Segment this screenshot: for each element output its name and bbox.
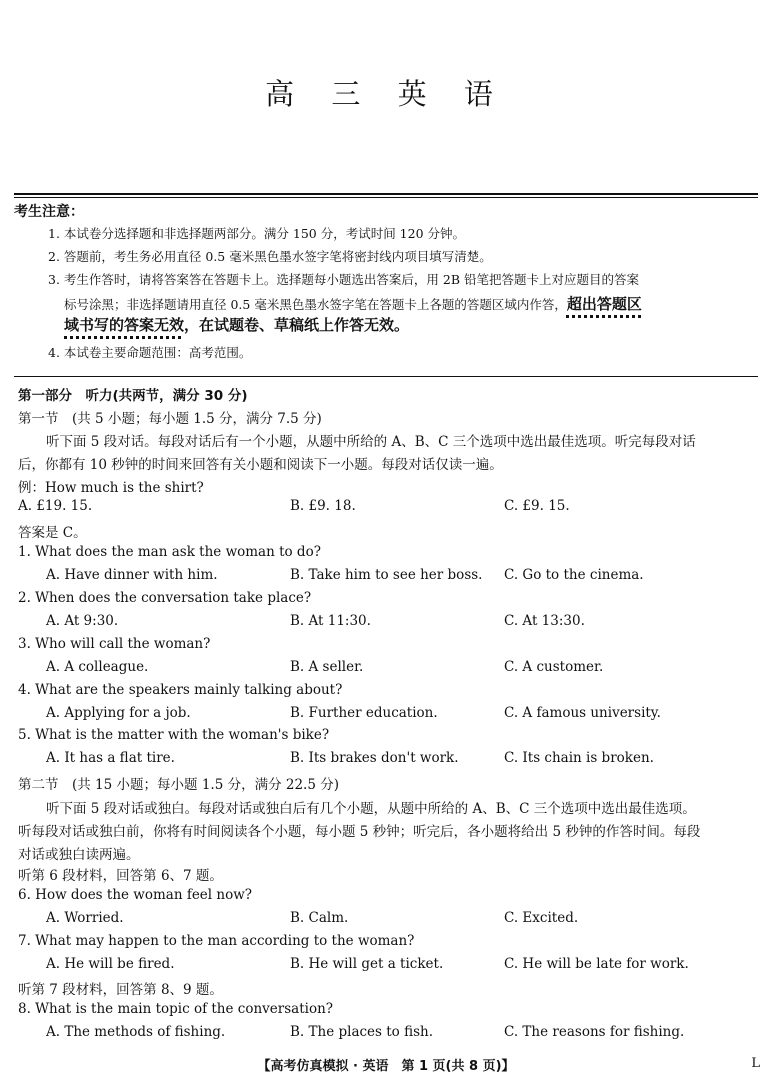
question-6: 6. How does the woman feel now? (18, 887, 253, 903)
q5-option-c: C. Its chain is broken. (504, 750, 654, 766)
q1-option-c: C. Go to the cinema. (504, 567, 644, 583)
divider-top (14, 193, 758, 195)
q7-option-a: A. He will be fired. (46, 956, 175, 972)
example-option-a: A. £19. 15. (18, 498, 93, 514)
section2-heading: 第二节 (共 15 小题；每小题 1.5 分，满分 22.5 分) (18, 777, 339, 793)
q3-option-c: C. A customer. (504, 659, 604, 675)
example-option-c: C. £9. 15. (504, 498, 570, 514)
q1-option-a: A. Have dinner with him. (46, 567, 218, 583)
section2-instructions-1: 听下面 5 段对话或独白。每段对话或独白后有几个小题，从题中所给的 A、B、C 三个选项中选出最佳选项。 (46, 801, 696, 817)
divider-notice (14, 376, 758, 377)
q4-option-b: B. Further education. (290, 705, 438, 721)
q7-option-b: B. He will get a ticket. (290, 956, 444, 972)
example-answer: 答案是 C。 (18, 525, 87, 541)
question-7: 7. What may happen to the man according to the woman? (18, 933, 415, 949)
q6-option-a: A. Worried. (46, 910, 124, 926)
notice-heading: 考生注意： (14, 204, 84, 220)
notice-item-1: 1. 本试卷分选择题和非选择题两部分。满分 150 分，考试时间 120 分钟。 (48, 226, 466, 241)
question-5: 5. What is the matter with the woman's bike? (18, 727, 330, 743)
q7-option-c: C. He will be late for work. (504, 956, 689, 972)
question-4: 4. What are the speakers mainly talking about? (18, 682, 343, 698)
page-footer: 【高考仿真模拟 · 英语 第 1 页(共 8 页)】 (257, 1059, 515, 1074)
material-7-intro: 听第 7 段材料，回答第 8、9 题。 (18, 982, 223, 998)
q2-option-b: B. At 11:30. (290, 613, 371, 629)
divider-top-thin (14, 197, 758, 198)
section2-instructions-3: 对话或独白读两遍。 (18, 847, 140, 863)
section2-instructions-2: 听每段对话或独白前，你将有时间阅读各个小题，每小题 5 秒钟；听完后，各小题将给出 5 秒钟的作答时间。每段 (18, 824, 701, 840)
q6-option-b: B. Calm. (290, 910, 349, 926)
q1-option-b: B. Take him to see her boss. (290, 567, 483, 583)
q8-option-c: C. The reasons for fishing. (504, 1024, 685, 1040)
notice-item-3-line2: 标号涂黑；非选择题请用直径 0.5 毫米黑色墨水签字笔在答题卡上各题的答题区域内作答， (64, 297, 567, 312)
q2-option-a: A. At 9:30. (46, 613, 119, 629)
q3-option-b: B. A seller. (290, 659, 364, 675)
notice-item-3-cont (64, 293, 642, 314)
q2-option-c: C. At 13:30. (504, 613, 585, 629)
section1-instructions-1: 听下面 5 段对话。每段对话后有一个小题，从题中所给的 A、B、C 三个选项中选出最佳选项。听完每段对话 (46, 434, 696, 450)
q6-option-c: C. Excited. (504, 910, 579, 926)
notice-emphasis-2: 域书写的答案无效 (64, 316, 185, 334)
page-title: 高 三 英 语 (265, 77, 507, 111)
notice-item-4: 4. 本试卷主要命题范围：高考范围。 (48, 345, 252, 360)
question-2: 2. When does the conversation take place? (18, 590, 312, 606)
question-8: 8. What is the main topic of the conversation? (18, 1001, 334, 1017)
example-question: 例：How much is the shirt? (18, 480, 204, 496)
question-1: 1. What does the man ask the woman to do? (18, 544, 321, 560)
notice-emphasis-1: 超出答题区 (566, 295, 642, 313)
version-letter: L (751, 1056, 760, 1071)
part1-heading: 第一部分 听力(共两节，满分 30 分) (18, 388, 248, 404)
q8-option-a: A. The methods of fishing. (46, 1024, 226, 1040)
q4-option-c: C. A famous university. (504, 705, 661, 721)
section1-instructions-2: 后，你都有 10 秒钟的时间来回答有关小题和阅读下一小题。每段对话仅读一遍。 (18, 457, 503, 473)
notice-item-3-line3 (64, 314, 409, 335)
q5-option-a: A. It has a flat tire. (46, 750, 175, 766)
q8-option-b: B. The places to fish. (290, 1024, 434, 1040)
notice-emphasis-3: ，在试题卷、草稿纸上作答无效。 (184, 316, 410, 334)
notice-item-3: 3. 考生作答时，请将答案答在答题卡上。选择题每小题选出答案后，用 2B 铅笔把答题卡上对应题目的答案 (48, 272, 639, 287)
notice-item-2: 2. 答题前，考生务必用直径 0.5 毫米黑色墨水签字笔将密封线内项目填写清楚。 (48, 249, 492, 264)
question-3: 3. Who will call the woman? (18, 636, 211, 652)
section1-heading: 第一节 (共 5 小题；每小题 1.5 分，满分 7.5 分) (18, 411, 322, 427)
example-option-b: B. £9. 18. (290, 498, 356, 514)
q4-option-a: A. Applying for a job. (46, 705, 191, 721)
material-6-intro: 听第 6 段材料，回答第 6、7 题。 (18, 868, 223, 884)
q3-option-a: A. A colleague. (46, 659, 149, 675)
q5-option-b: B. Its brakes don't work. (290, 750, 459, 766)
